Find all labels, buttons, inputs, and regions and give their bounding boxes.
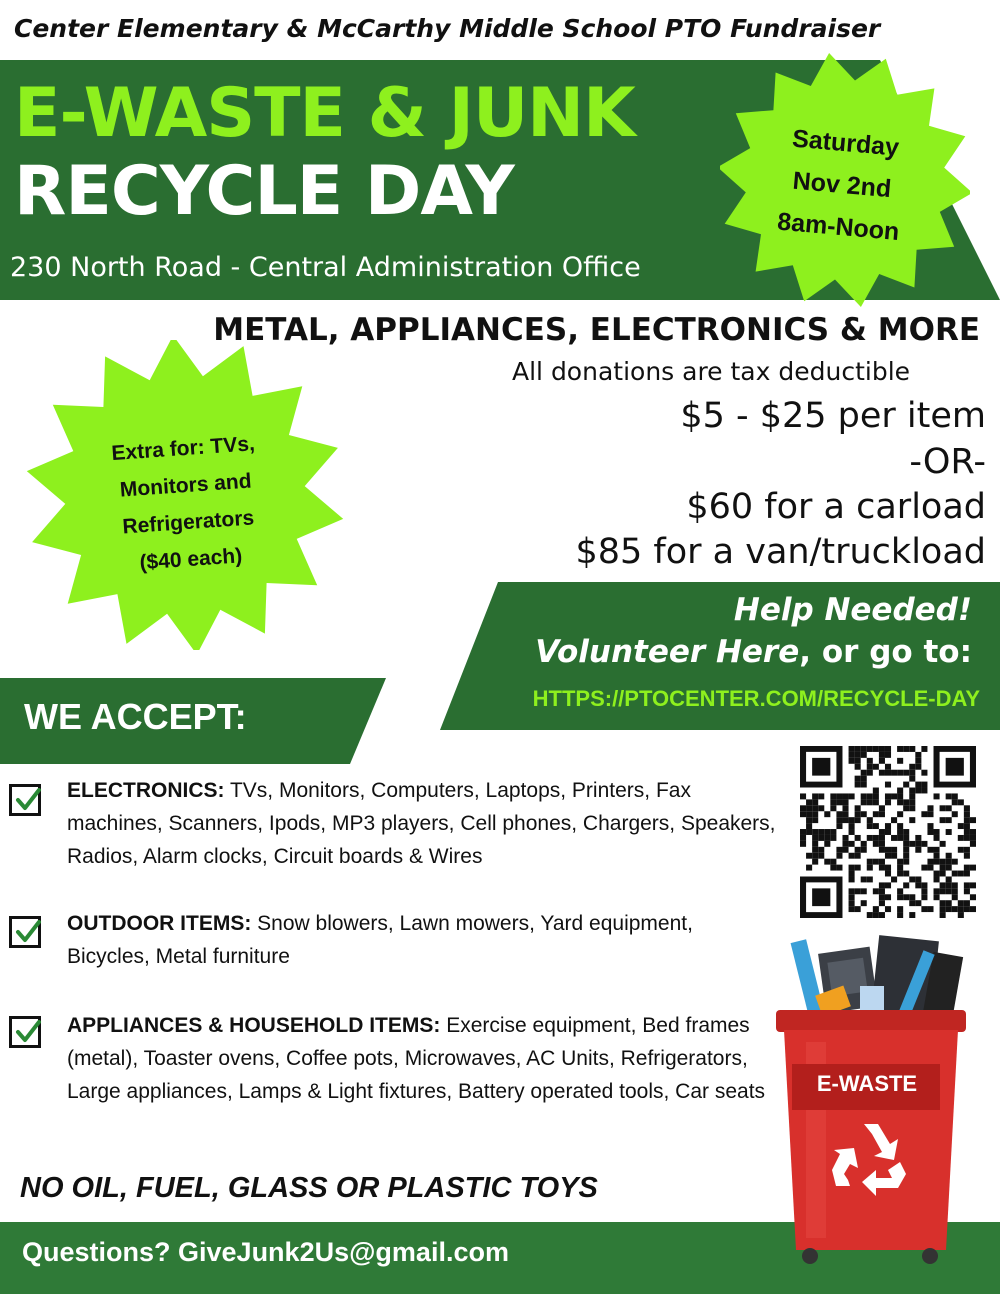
e-waste-bin-icon [760, 930, 980, 1264]
tax-note: All donations are tax deductible [512, 357, 911, 386]
event-day: Saturday [791, 124, 901, 162]
outdoor-checkbox-icon [9, 916, 41, 948]
extra-line-3: Refrigerators [121, 506, 255, 539]
contact-email[interactable]: Questions? GiveJunk2Us@gmail.com [22, 1237, 509, 1267]
price-truckload: $85 for a van/truckload [575, 532, 986, 572]
volunteer-line [535, 634, 972, 670]
bin-label: E-WASTE [816, 1071, 918, 1096]
price-per-item: $5 - $25 per item [680, 396, 986, 436]
qr-code-icon[interactable] [800, 746, 976, 918]
accepted-item-electronics [67, 774, 777, 873]
item-label: OUTDOOR ITEMS: [67, 912, 252, 935]
event-title-line2: RECYCLE DAY [14, 152, 514, 231]
item-description: Snow blowers, Lawn mowers, Yard equipment, Bicycles, Metal furniture [67, 912, 693, 968]
event-date-badge [747, 114, 937, 255]
item-label: ELECTRONICS: [67, 779, 225, 802]
price-or: -OR- [909, 442, 986, 482]
fundraiser-subtitle: Center Elementary & McCarthy Middle School PTO Fundraiser [14, 14, 881, 43]
event-title-line1: E-WASTE & JUNK [14, 74, 635, 153]
restrictions-note: NO OIL, FUEL, GLASS OR PLASTIC TOYS [20, 1172, 598, 1204]
extra-line-4: ($40 each) [138, 544, 243, 575]
materials-heading: METAL, APPLIANCES, ELECTRONICS & MORE [213, 312, 980, 348]
volunteer-link[interactable]: Volunteer Here [535, 634, 800, 670]
extra-line-1: Extra for: TVs, [110, 432, 256, 466]
extra-fee-note [87, 424, 287, 585]
extra-line-2: Monitors and [119, 469, 253, 502]
event-address: 230 North Road - Central Administration Office [10, 252, 641, 283]
appliances-checkbox-icon [9, 1016, 41, 1048]
volunteer-line-rest: , or go to: [799, 634, 972, 670]
accepted-item-appliances [67, 1009, 777, 1108]
we-accept-heading: WE ACCEPT: [24, 696, 247, 737]
item-label: APPLIANCES & HOUSEHOLD ITEMS: [67, 1014, 441, 1037]
price-carload: $60 for a carload [686, 487, 986, 527]
item-description: TVs, Monitors, Computers, Laptops, Printers, Fax machines, Scanners, Ipods, MP3 players, Cell phones, Chargers, Speakers, Radios, Alarm clocks, Circuit boards & Wires [67, 779, 776, 868]
event-time: 8am-Noon [776, 207, 901, 247]
event-date: Nov 2nd [791, 166, 893, 204]
accepted-item-outdoor [67, 907, 777, 973]
item-description: Exercise equipment, Bed frames (metal), Toaster ovens, Coffee pots, Microwaves, AC Units, Refrigerators, Large appliances, Lamps & Light fixtures, Battery operated tools, Car seats [67, 1014, 766, 1103]
help-needed-heading: Help Needed! [733, 592, 972, 628]
volunteer-url[interactable]: HTTPS://PTOCENTER.COM/RECYCLE-DAY [532, 686, 980, 711]
electronics-checkbox-icon [9, 784, 41, 816]
